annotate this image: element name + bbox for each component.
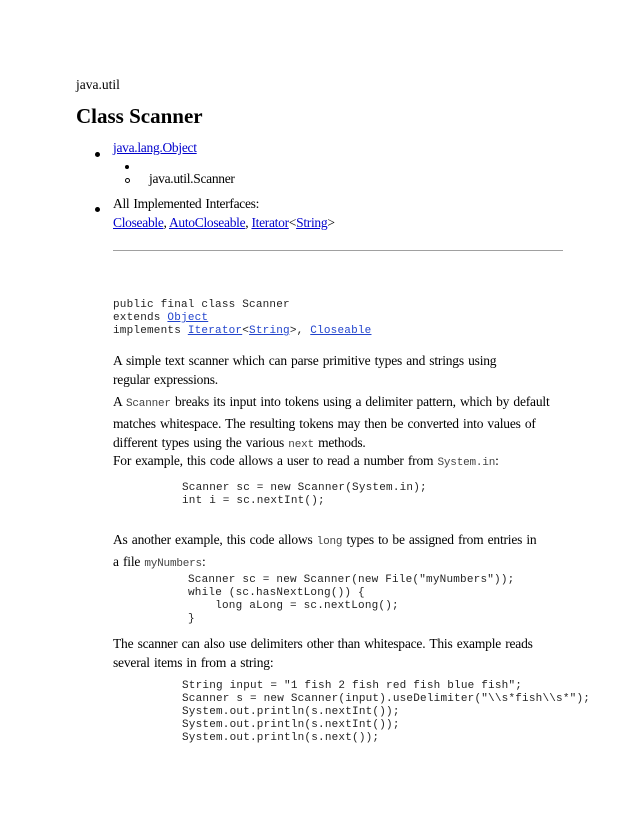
class-hierarchy-child: java.util.Scanner	[149, 171, 235, 186]
paragraph-intro: A simple text scanner which can parse primitive types and strings using regular expressions.	[113, 353, 497, 387]
link-closeable-decl[interactable]: Closeable	[310, 325, 372, 337]
text: For example, this code allows a user to read a number from	[113, 453, 438, 468]
package-label: java.util	[76, 77, 120, 92]
text: As another example, this code allows	[113, 532, 317, 547]
code-block-2-line-1: Scanner sc = new Scanner(new File("myNumbers"));	[188, 574, 515, 586]
code-block-3-line-1: String input = "1 fish 2 fish red fish blue fish";	[182, 680, 523, 692]
interfaces-list	[113, 213, 335, 232]
page-title: Class Scanner	[76, 104, 203, 128]
separator: ,	[163, 215, 169, 230]
angle-close: >,	[289, 325, 311, 337]
code-block-3-line-5: System.out.println(s.next());	[182, 732, 380, 744]
bullet-icon	[95, 207, 100, 212]
angle-close: >	[327, 215, 335, 230]
declaration-line-1: public final class Scanner	[113, 299, 290, 311]
inline-code: Scanner	[125, 398, 171, 410]
link-closeable[interactable]: Closeable	[113, 215, 164, 230]
angle-open: <	[242, 325, 250, 337]
separator: ,	[245, 215, 252, 230]
paragraph-example-3: The scanner can also use delimiters other than whitespace. This example reads several items in from a string:	[113, 636, 533, 670]
code-block-1-line-2: int i = sc.nextInt();	[182, 495, 325, 507]
code-block-3-line-2: Scanner s = new Scanner(input).useDelimiter("\\s*fish\\s*");	[182, 693, 591, 705]
text: :	[495, 453, 499, 468]
code-block-3-line-4: System.out.println(s.nextInt());	[182, 719, 400, 731]
text: types to be assigned from entries in a file	[113, 532, 537, 569]
code-block-3-line-3: System.out.println(s.nextInt());	[182, 706, 400, 718]
link-java-lang-object[interactable]: java.lang.Object	[113, 140, 197, 155]
link-iterator[interactable]: Iterator	[251, 215, 289, 230]
implements-keyword: implements	[113, 325, 188, 337]
inline-code: long	[316, 536, 343, 548]
link-object[interactable]: Object	[167, 312, 209, 324]
paragraph-example-2	[113, 530, 543, 574]
text: :	[201, 554, 206, 569]
code-block-1-line-1: Scanner sc = new Scanner(System.in);	[182, 482, 427, 494]
link-autocloseable[interactable]: AutoCloseable	[168, 215, 246, 230]
bullet-icon	[95, 152, 100, 157]
text: methods.	[313, 435, 366, 450]
link-string[interactable]: String	[296, 215, 328, 230]
inline-code: System.in	[437, 457, 496, 469]
declaration-line-3	[113, 325, 371, 338]
declaration-line-2	[113, 312, 208, 325]
link-string-decl[interactable]: String	[249, 325, 290, 337]
code-block-2-line-2: while (sc.hasNextLong()) {	[188, 587, 365, 599]
inline-code: myNumbers	[144, 558, 202, 570]
interfaces-label: All Implemented Interfaces:	[113, 196, 260, 211]
paragraph-delimiter	[113, 392, 553, 455]
bullet-icon	[125, 165, 129, 169]
text: breaks its input into tokens using a delimiter pattern, which by default matches whitespace. The resulting tokens may then be converted into values of different types using the various	[113, 394, 550, 450]
text: A	[113, 394, 126, 409]
inline-code: next	[288, 439, 314, 451]
code-block-2-line-3: long aLong = sc.nextLong();	[188, 600, 399, 612]
extends-keyword: extends	[113, 312, 168, 324]
angle-open: <	[288, 215, 297, 230]
circle-bullet-icon	[125, 178, 130, 183]
divider	[113, 250, 563, 251]
code-block-2-line-4: }	[188, 613, 195, 625]
link-iterator-decl[interactable]: Iterator	[187, 325, 243, 337]
paragraph-example-1	[113, 451, 553, 473]
